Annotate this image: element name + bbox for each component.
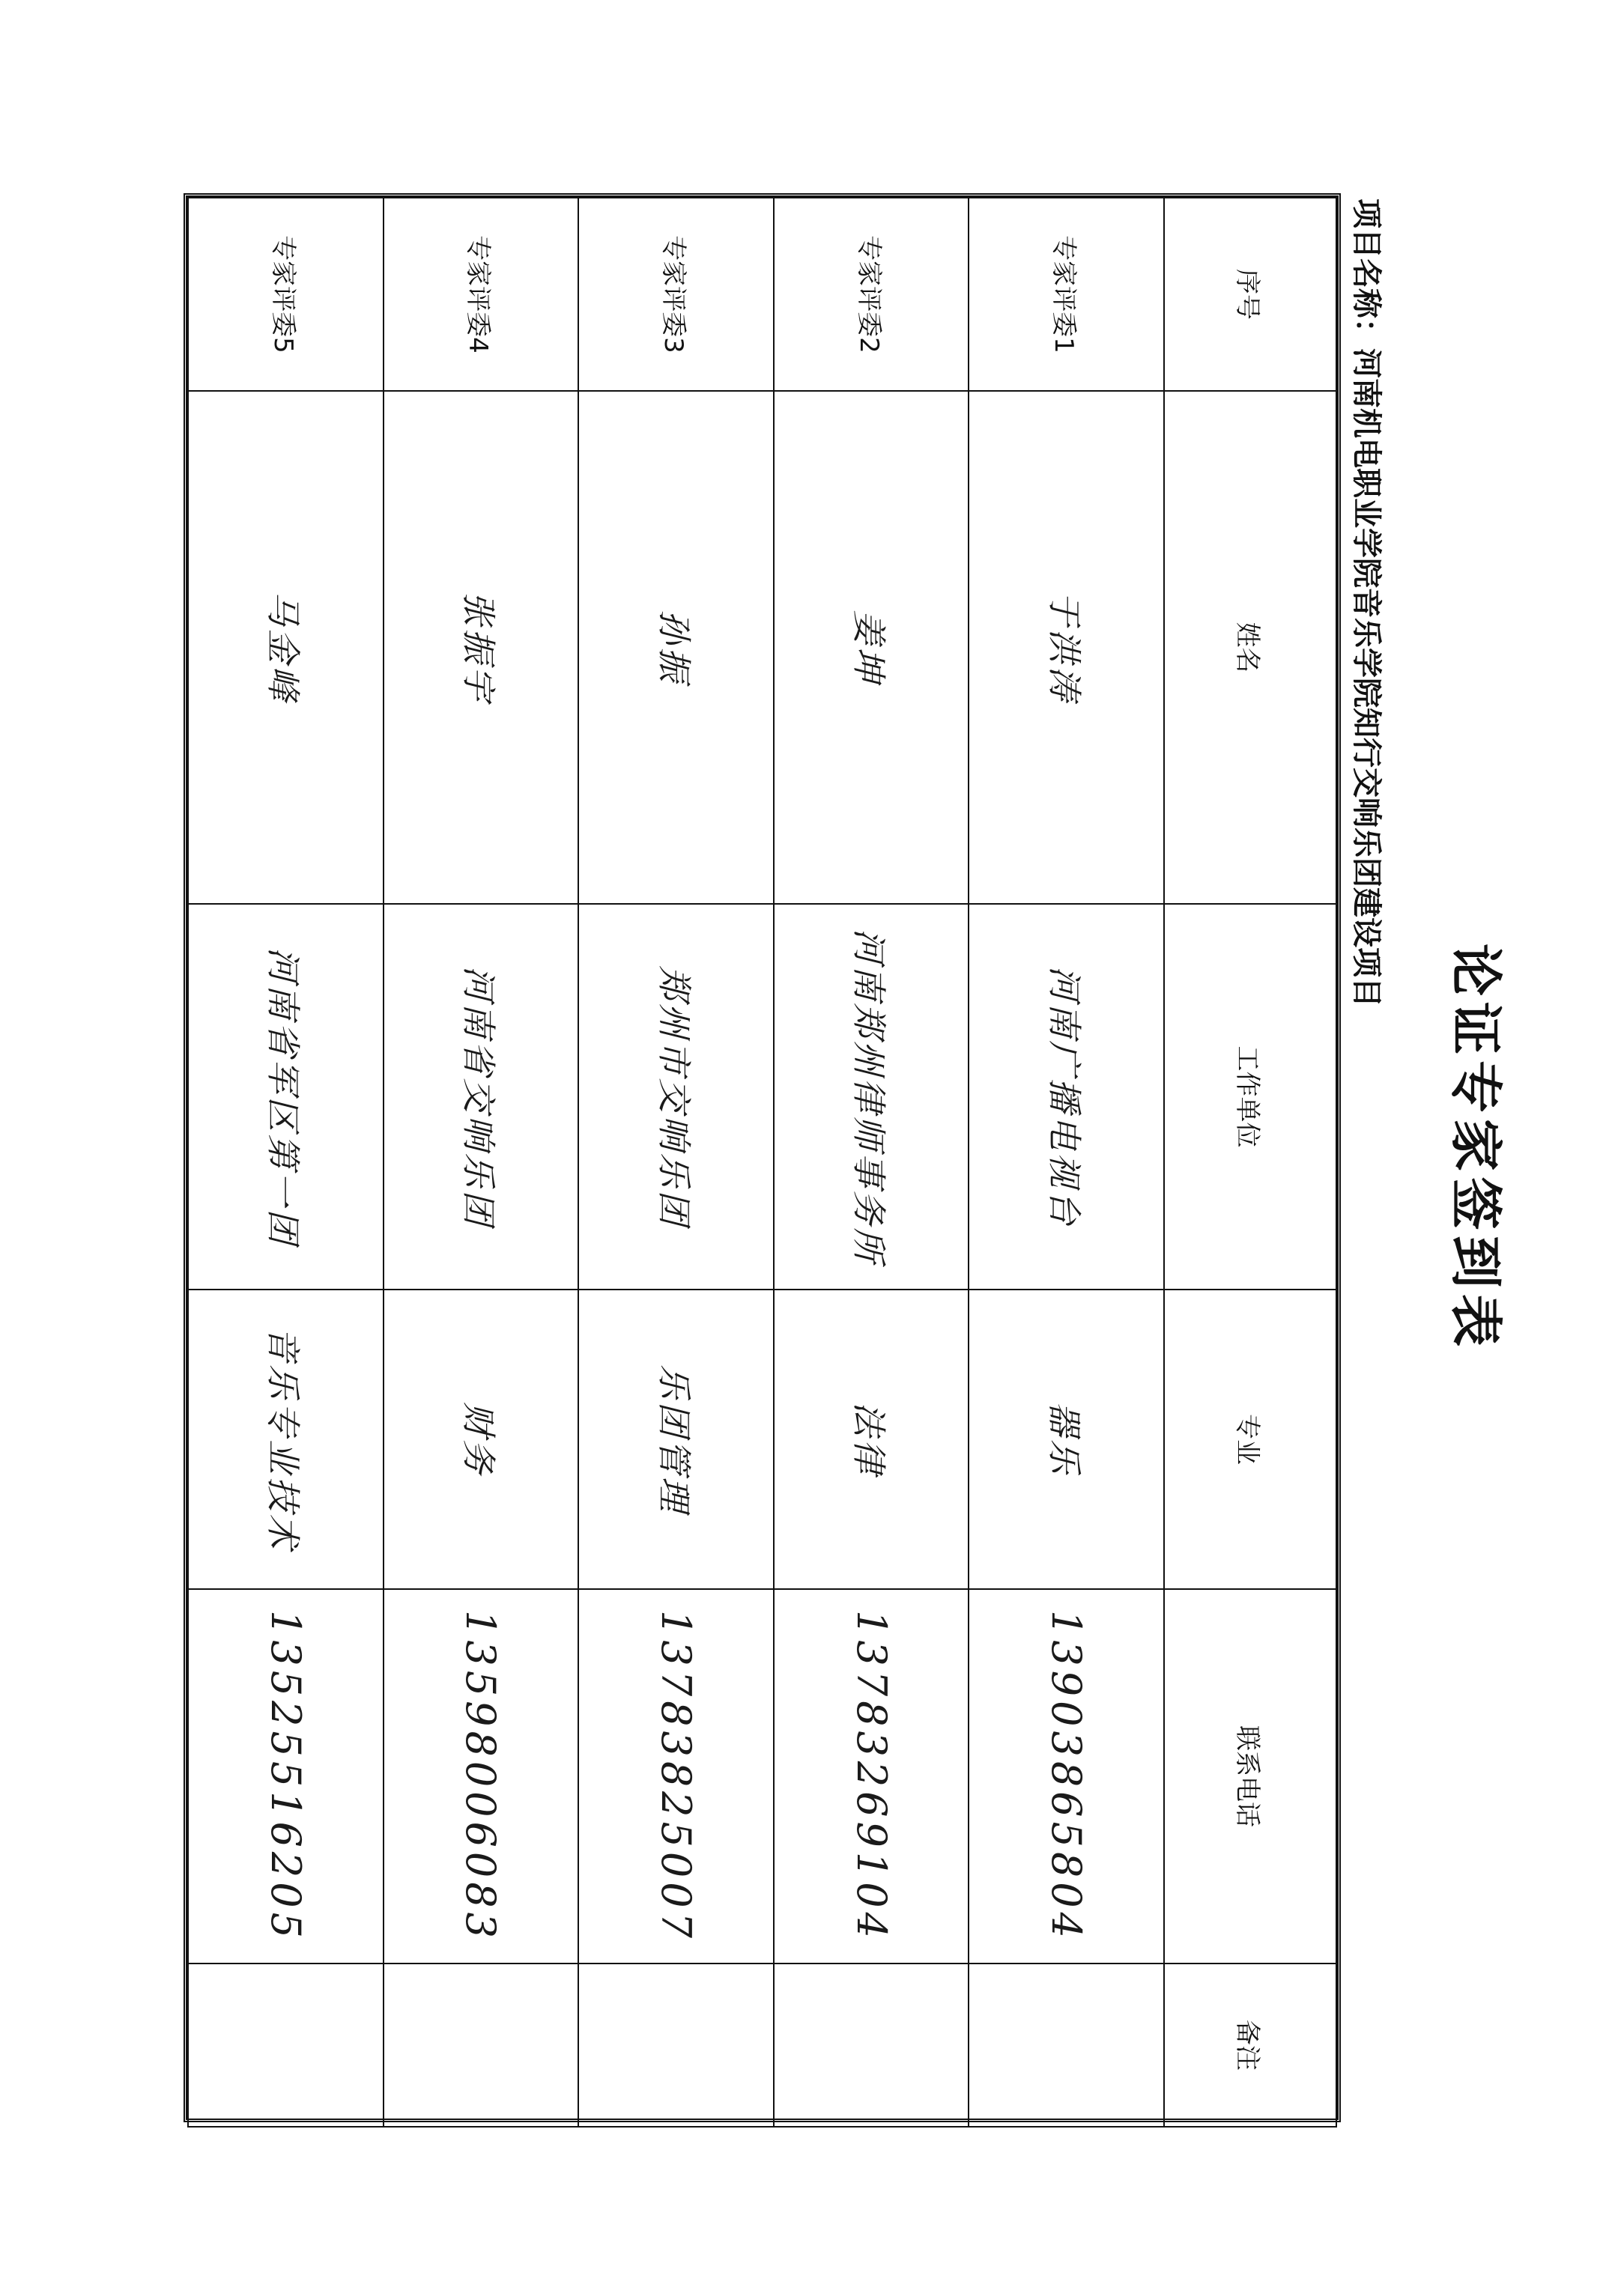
table-row [969, 198, 1164, 2127]
phone-cell: 13783269104 [774, 1589, 969, 1964]
table-row [188, 198, 384, 2127]
note-cell [384, 1964, 579, 2127]
name-signature: 马金峰 [188, 391, 384, 904]
phone-cell: 13598006083 [384, 1589, 579, 1964]
unit-cell: 河南广播电视台 [969, 904, 1164, 1290]
column-header-major: 专业 [1164, 1290, 1336, 1589]
column-header-note: 备注 [1164, 1964, 1336, 2127]
expert-sign-in-table [187, 197, 1337, 2128]
note-cell [969, 1964, 1164, 2127]
column-header-phone: 联系电话 [1164, 1589, 1336, 1964]
table-row [384, 198, 579, 2127]
name-signature: 孙振 [578, 391, 774, 904]
project-name: 项目名称：河南机电职业学院音乐学院知行交响乐团建设项目 [1349, 198, 1384, 1007]
name-signature: 张振宇 [384, 391, 579, 904]
column-header-name: 姓名 [1164, 391, 1336, 904]
document-title: 论证专家签到表 [1445, 944, 1506, 1352]
note-cell [188, 1964, 384, 2127]
note-cell [774, 1964, 969, 2127]
major-cell: 法律 [774, 1290, 969, 1589]
phone-cell: 13783825007 [578, 1589, 774, 1964]
table-row [774, 198, 969, 2127]
column-header-seq: 序号 [1164, 198, 1336, 391]
major-cell: 乐团管理 [578, 1290, 774, 1589]
seq-cell: 专家评委4 [384, 198, 579, 391]
major-cell: 器乐 [969, 1290, 1164, 1589]
seq-cell: 专家评委2 [774, 198, 969, 391]
unit-cell: 河南省交响乐团 [384, 904, 579, 1290]
expert-table-frame [184, 193, 1341, 2122]
seq-cell: 专家评委3 [578, 198, 774, 391]
major-cell: 财务 [384, 1290, 579, 1589]
major-cell: 音乐专业技术 [188, 1290, 384, 1589]
name-signature: 于洪涛 [969, 391, 1164, 904]
unit-cell: 郑州市交响乐团 [578, 904, 774, 1290]
note-cell [578, 1964, 774, 2127]
seq-cell: 专家评委5 [188, 198, 384, 391]
name-signature: 姜坤 [774, 391, 969, 904]
seq-cell: 专家评委1 [969, 198, 1164, 391]
unit-cell: 河南郑州律师事务所 [774, 904, 969, 1290]
table-row [578, 198, 774, 2127]
phone-cell: 13903865804 [969, 1589, 1164, 1964]
column-header-unit: 工作单位 [1164, 904, 1336, 1290]
table-header-row [1164, 198, 1336, 2127]
unit-cell: 河南省军区第一团 [188, 904, 384, 1290]
phone-cell: 13525516205 [188, 1589, 384, 1964]
